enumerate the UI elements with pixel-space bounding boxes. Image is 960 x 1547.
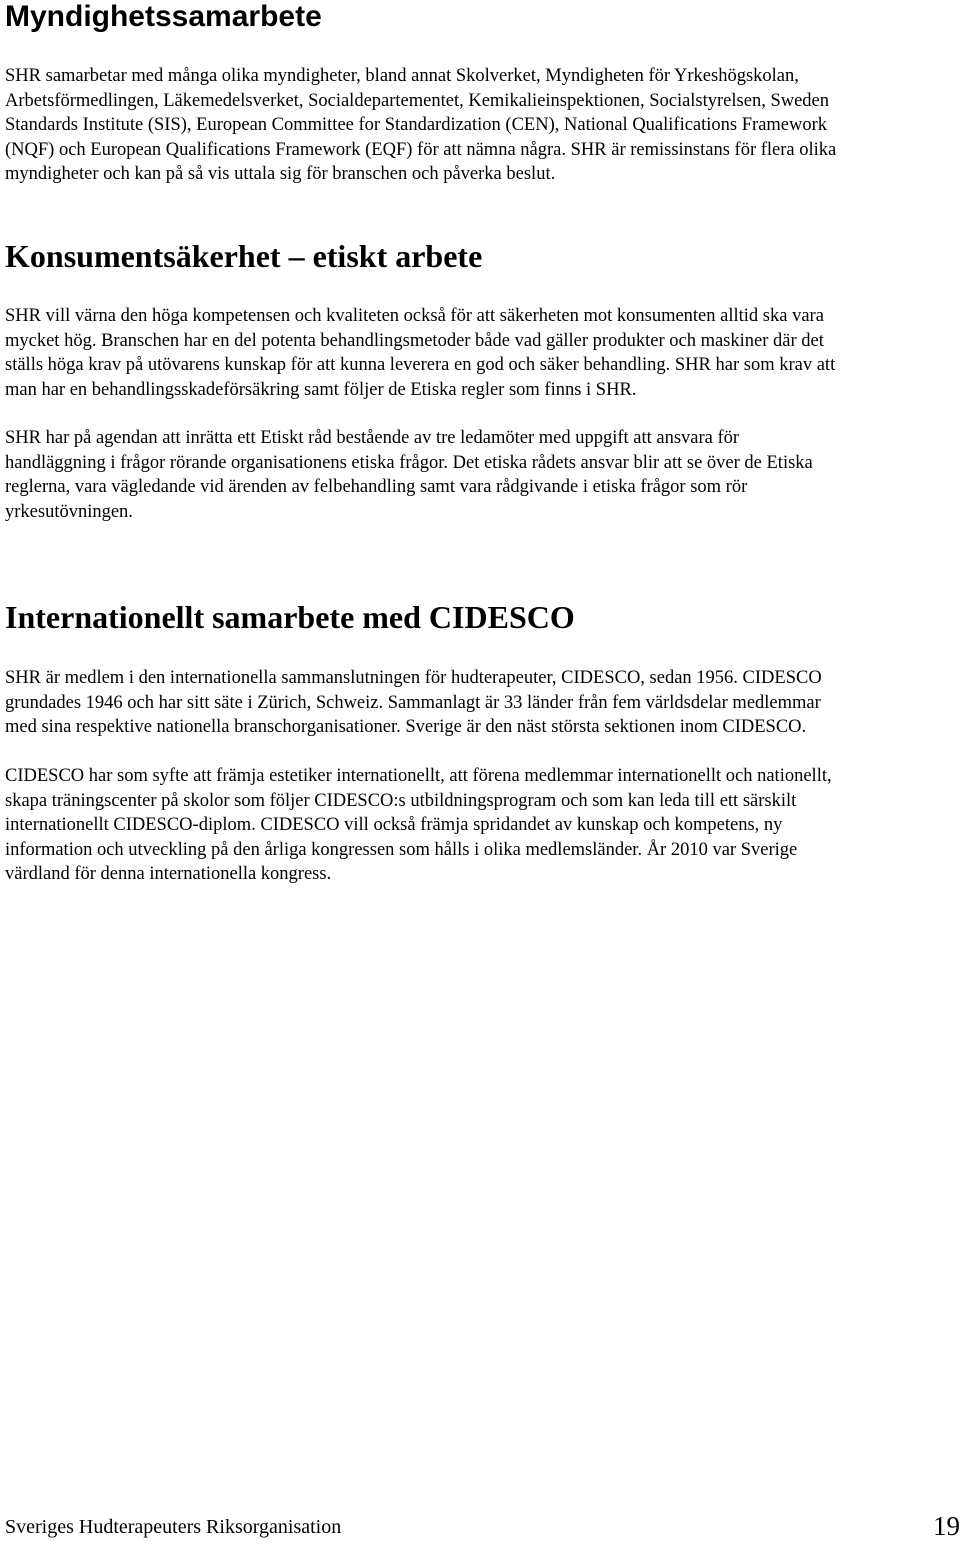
text-line: internationellt CIDESCO-diplom. CIDESCO vill också främja spridandet av kunskap och kompetens, ny bbox=[5, 815, 783, 836]
text-line: Standards Institute (SIS), European Committee for Standardization (CEN), National Qualifications Framework bbox=[5, 115, 828, 136]
text-line: man har en behandlingsskadeförsäkring samt följer de Etiska regler som finns i SHR. bbox=[5, 379, 637, 400]
text-line: Arbetsförmedlingen, Läkemedelsverket, Socialdepartementet, Kemikalieinspektionen, Socialstyrelsen, Sweden bbox=[5, 90, 830, 111]
text-line: myndigheter och kan på så vis uttala sig för branschen och påverka beslut. bbox=[5, 164, 556, 185]
paragraph-cidesco-1 bbox=[5, 666, 955, 740]
text-line: mycket hög. Branschen har en del potenta behandlingsmetoder både vad gäller produkter och maskiner där det bbox=[5, 330, 824, 351]
text-line: grundades 1946 och har sitt säte i Zürich, Schweiz. Sammanlagt är 33 länder från fem världsdelar medlemmar bbox=[5, 692, 821, 713]
text-line: information och utveckling på den årliga kongressen som hålls i olika medlemsländer. År 2010 var Sverige bbox=[5, 839, 798, 860]
footer-organization: Sveriges Hudterapeuters Riksorganisation bbox=[5, 1516, 342, 1538]
text-line: SHR samarbetar med många olika myndigheter, bland annat Skolverket, Myndigheten för Yrkeshögskolan, bbox=[5, 66, 799, 86]
section-heading-internationellt-samarbete: Internationellt samarbete med CIDESCO bbox=[5, 599, 575, 635]
section-heading-myndighetssamarbete: Myndighetssamarbete bbox=[5, 0, 322, 33]
text-line: skapa träningscenter på skolor som följer CIDESCO:s utbildningsprogram och som kan leda till ett särskilt bbox=[5, 790, 797, 811]
page-number: 19 bbox=[933, 1511, 960, 1541]
paragraph-konsumentsakerhet-2 bbox=[5, 426, 955, 524]
text-line: med sina respektive nationella branschorganisationer. Sverige är den näst största sektionen inom CIDESCO. bbox=[5, 717, 807, 738]
text-line: SHR är medlem i den internationella sammanslutningen för hudterapeuter, CIDESCO, sedan 1956. CIDESCO bbox=[5, 668, 822, 688]
text-line: CIDESCO har som syfte att främja estetiker internationellt, att förena medlemmar internationellt och nationellt, bbox=[5, 766, 832, 786]
text-line: värdland för denna internationella kongress. bbox=[5, 864, 332, 885]
text-line: reglerna, vara vägledande vid ärenden av felbehandling samt vara rådgivande i etiska frågor som rör bbox=[5, 477, 748, 498]
text-line: SHR vill värna den höga kompetensen och kvaliteten också för att säkerheten mot konsumenten alltid ska vara bbox=[5, 306, 824, 326]
section-heading-konsumentsakerhet: Konsumentsäkerhet – etiskt arbete bbox=[5, 238, 483, 274]
paragraph-myndighetssamarbete bbox=[5, 64, 955, 187]
text-line: handläggning i frågor rörande organisationens etiska frågor. Det etiska rådets ansvar blir att se över de Etiska bbox=[5, 452, 813, 473]
text-line: yrkesutövningen. bbox=[5, 501, 133, 522]
text-line: SHR har på agendan att inrätta ett Etiskt råd bestående av tre ledamöter med uppgift att ansvara för bbox=[5, 428, 740, 448]
paragraph-konsumentsakerhet-1 bbox=[5, 304, 955, 402]
text-line: ställs höga krav på utövarens kunskap för att kunna leverera en god och säker behandling. SHR har som krav att bbox=[5, 355, 836, 376]
text-line: (NQF) och European Qualifications Framework (EQF) för att nämna några. SHR är remissinstans för flera olika bbox=[5, 139, 837, 160]
paragraph-cidesco-2 bbox=[5, 764, 955, 887]
